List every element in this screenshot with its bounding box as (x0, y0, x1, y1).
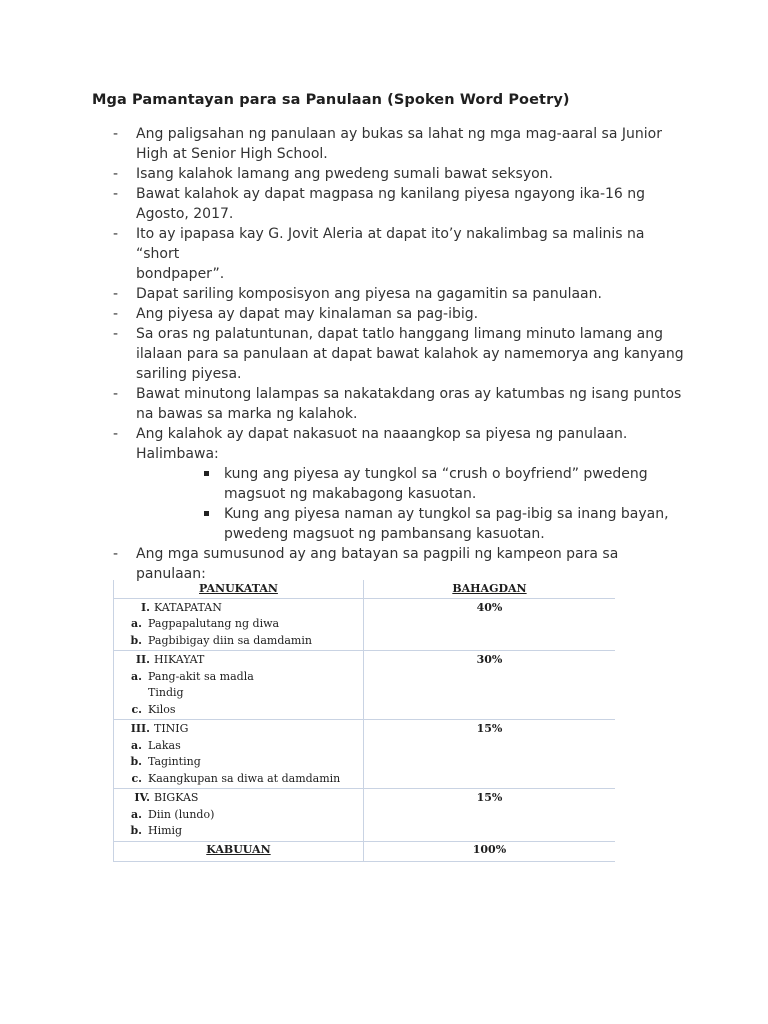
sub-criteria-text: Pagbibigay diin sa damdamin (148, 633, 312, 647)
total-percent: 100% (363, 841, 615, 861)
dash-marker: - (113, 386, 119, 402)
sub-criteria-text: Kaangkupan sa diwa at damdamin (148, 771, 341, 785)
rule-item-9 (0, 424, 768, 464)
sub-criteria (114, 754, 363, 771)
table-header-row (114, 580, 616, 598)
sub-criteria-letter: c. (131, 702, 142, 716)
roman-numeral: IV. (134, 791, 150, 804)
sub-criteria-text: Himig (148, 824, 183, 837)
rule-line: Ang mga sumusunod ay ang batayan sa pagpili ng kampeon para sa (136, 546, 619, 562)
square-bullet-icon (204, 471, 209, 476)
rule-line: Agosto, 2017. (136, 206, 234, 222)
sub-criteria (114, 738, 363, 755)
criteria-name: TINIG (154, 722, 189, 735)
sub-criteria-letter: b. (130, 824, 142, 837)
rule-line: na bawas sa marka ng kalahok. (136, 406, 358, 422)
roman-numeral: II. (135, 653, 150, 666)
sub-criteria-letter: c. (131, 771, 142, 785)
rule-item-3 (0, 184, 768, 224)
dash-marker: - (113, 306, 119, 322)
header-criteria: PANUKATAN (114, 580, 364, 598)
total-label-cell (114, 841, 364, 861)
example-item-2 (0, 504, 768, 544)
criteria-heading (114, 790, 363, 807)
dash-marker: - (113, 126, 119, 142)
criteria-heading (114, 721, 363, 738)
sub-criteria (114, 823, 363, 840)
criteria-cell (114, 720, 364, 789)
document-title: Mga Pamantayan para sa Panulaan (Spoken Word Poetry) (92, 92, 570, 108)
sub-criteria-letter: a. (131, 807, 142, 821)
rule-line: ilalaan para sa panulaan at dapat bawat kalahok ay namemorya ang kanyang (136, 346, 684, 362)
dash-marker: - (113, 326, 119, 342)
dash-marker: - (113, 166, 119, 182)
percent-cell (363, 598, 615, 651)
sub-criteria-text: Pagpapalutang ng diwa (148, 617, 280, 630)
criteria-percent: 40% (476, 600, 503, 614)
sub-criteria (114, 669, 363, 686)
rule-item-10 (0, 544, 768, 584)
criteria-group-row (114, 598, 616, 651)
rules-list (0, 124, 768, 584)
rule-line: Isang kalahok lamang ang pwedeng sumali bawat seksyon. (136, 166, 553, 182)
sub-criteria-letter: a. (131, 738, 142, 752)
rule-line: Ang kalahok ay dapat nakasuot na naaangkop sa piyesa ng panulaan. (136, 426, 628, 442)
roman-numeral: I. (141, 600, 150, 614)
criteria-cell (114, 598, 364, 651)
sub-criteria (114, 633, 363, 650)
criteria-percent: 30% (476, 653, 503, 666)
rule-line: Halimbawa: (136, 446, 219, 462)
dash-marker: - (113, 186, 119, 202)
percent-cell (363, 720, 615, 789)
sub-criteria (114, 702, 363, 719)
rule-line: High at Senior High School. (136, 146, 328, 162)
percent-cell (363, 651, 615, 720)
sub-criteria-text: Taginting (148, 755, 201, 768)
criteria-percent: 15% (476, 791, 503, 804)
rule-line: Ang piyesa ay dapat may kinalaman sa pag-ibig. (136, 306, 479, 322)
dash-marker: - (113, 426, 119, 442)
sub-criteria-letter: b. (130, 633, 142, 647)
square-bullet-icon (204, 511, 209, 516)
sub-criteria-text: Lakas (148, 738, 181, 752)
rule-line: Dapat sariling komposisyon ang piyesa na gagamitin sa panulaan. (136, 286, 602, 302)
rule-line: Ito ay ipapasa kay G. Jovit Aleria at dapat ito’y nakalimbag sa malinis na “short (136, 226, 645, 262)
criteria-group-row (114, 651, 616, 720)
example-line: magsuot ng makabagong kasuotan. (224, 486, 477, 502)
sub-criteria-text: Diin (lundo) (148, 807, 215, 821)
criteria-name: BIGKAS (154, 791, 199, 804)
criteria-cell (114, 651, 364, 720)
example-item-1 (0, 464, 768, 504)
total-row (114, 841, 616, 861)
criteria-cell (114, 789, 364, 842)
rule-item-7 (0, 324, 768, 384)
dash-marker: - (113, 546, 119, 562)
criteria-table-body (114, 598, 616, 861)
rule-line: Bawat kalahok ay dapat magpasa ng kanilang piyesa ngayong ika-16 ng (136, 186, 646, 202)
rule-item-2 (0, 164, 768, 184)
sub-criteria-text: Pang-akit sa madla (148, 669, 254, 683)
header-percent: BAHAGDAN (363, 580, 615, 598)
rule-line: panulaan: (136, 566, 206, 582)
criteria-group-row (114, 789, 616, 842)
criteria-group-row (114, 720, 616, 789)
rule-line: Sa oras ng palatuntunan, dapat tatlo hanggang limang minuto lamang ang (136, 326, 663, 342)
rule-line: Bawat minutong lalampas sa nakatakdang oras ay katumbas ng isang puntos (136, 386, 682, 402)
example-line: Kung ang piyesa naman ay tungkol sa pag-ibig sa inang bayan, (224, 506, 669, 522)
rule-item-1 (0, 124, 768, 164)
sub-criteria-letter: b. (130, 755, 142, 768)
criteria-table (113, 580, 615, 862)
criteria-heading (114, 600, 363, 617)
rule-item-5 (0, 284, 768, 304)
criteria-heading (114, 652, 363, 669)
criteria-percent: 15% (476, 722, 503, 735)
total-label: KABUUAN (206, 842, 271, 856)
rule-item-6 (0, 304, 768, 324)
sub-criteria (114, 807, 363, 824)
dash-marker: - (113, 286, 119, 302)
percent-cell (363, 789, 615, 842)
sub-criteria-letter: a. (131, 669, 142, 683)
sub-criteria (114, 771, 363, 788)
criteria-name: HIKAYAT (154, 653, 205, 666)
rule-line: Ang paligsahan ng panulaan ay bukas sa lahat ng mga mag-aaral sa Junior (136, 126, 662, 142)
rule-item-8 (0, 384, 768, 424)
example-line: kung ang piyesa ay tungkol sa “crush o boyfriend” pwedeng (224, 466, 648, 482)
sub-criteria (114, 616, 363, 633)
rule-line: sariling piyesa. (136, 366, 242, 382)
rule-line: bondpaper”. (136, 266, 225, 282)
dash-marker: - (113, 226, 119, 242)
sub-criteria-letter: a. (131, 617, 142, 630)
criteria-name: KATAPATAN (154, 600, 222, 614)
sub-criteria-text: Kilos (148, 702, 176, 716)
example-line: pwedeng magsuot ng pambansang kasuotan. (224, 526, 545, 542)
rule-item-4 (0, 224, 768, 284)
sub-criteria (114, 685, 363, 702)
sub-criteria-text: Tindig (148, 686, 184, 699)
roman-numeral: III. (130, 722, 150, 735)
